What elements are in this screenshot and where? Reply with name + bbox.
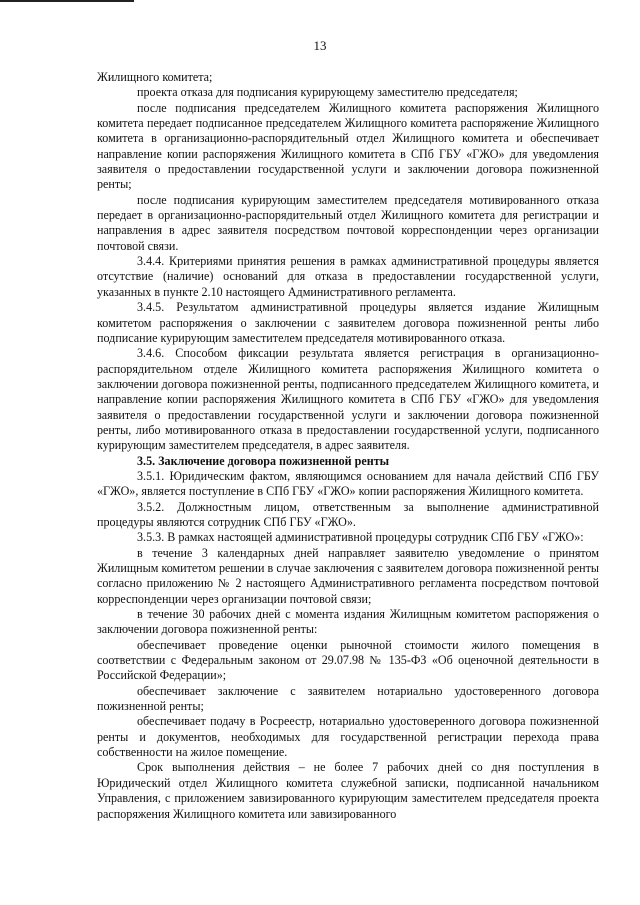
paragraph: Срок выполнения действия – не более 7 рабочих дней со дня поступления в Юридический отдел Жилищного комитета служебной записки, подписанной начальником Управления, с приложением завизированного курирующим заместителем председателя проекта распоряжения Жилищного комитета или завизированного xyxy=(97,760,599,821)
page-number: 13 xyxy=(313,38,327,53)
paragraph: в течение 30 рабочих дней с момента издания Жилищным комитетом распоряжения о заключении договора пожизненной ренты: xyxy=(97,607,599,637)
paragraph: 3.4.4. Критериями принятия решения в рамках административной процедуры является отсутствие (наличие) оснований для отказа в предоставлении государственной услуги, указанных в пункте 2.10 настоящего Административного регламента. xyxy=(97,254,599,299)
paragraph: проекта отказа для подписания курирующему заместителю председателя; xyxy=(137,85,518,100)
paragraph: 3.5.3. В рамках настоящей административной процедуры сотрудник СПб ГБУ «ГЖО»: xyxy=(137,530,584,545)
paragraph: 3.5.2. Должностным лицом, ответственным за выполнение административной процедуры являются сотрудник СПб ГБУ «ГЖО». xyxy=(97,499,599,529)
paragraph: обеспечивает подачу в Росреестр, нотариально удостоверенного договора пожизненной ренты и документов, необходимых для государственной регистрации перехода права собственности на жилое помещение. xyxy=(97,714,599,760)
document-body xyxy=(97,70,599,822)
paragraph: обеспечивает проведение оценки рыночной стоимости жилого помещения в соответствии с Федеральным законом от 29.07.98 № 135-ФЗ «Об оценочной деятельности в Российской Федерации»; xyxy=(97,637,599,683)
paragraph: Жилищного комитета; xyxy=(97,70,213,84)
paragraph: 3.4.6. Способом фиксации результата является регистрация в организационно-распорядительном отделе Жилищного комитета распоряжения Жилищного комитета о заключении договора пожизненной ренты, подписанного председателем Жилищного комитета, и направление копии распоряжения Жилищного комитета в СПб ГБУ «ГЖО» для уведомления заявителя о предоставлении государственной услуги и заключении договора пожизненной ренты, либо мотивированного отказа в предоставлении государственной услуги, подписанного курирующим заместителем председателя, в адрес заявителя. xyxy=(97,346,599,453)
scan-edge-line xyxy=(0,0,134,2)
paragraph: после подписания курирующим заместителем председателя мотивированного отказа передает в организационно-распорядительный отдел Жилищного комитета для регистрации и направления в адрес заявителя посредством почтовой корреспонденции через организации почтовой связи. xyxy=(97,192,599,253)
paragraph: в течение 3 календарных дней направляет заявителю уведомление о принятом Жилищным комитетом решении в случае заключения с заявителем договора пожизненной ренты согласно приложению № 2 настоящего Административного регламента посредством почтовой корреспонденции через организации почтовой связи; xyxy=(97,545,599,606)
paragraph: 3.5.1. Юридическим фактом, являющимся основанием для начала действий СПб ГБУ «ГЖО», является поступление в СПб ГБУ «ГЖО» копии распоряжения Жилищного комитета. xyxy=(97,468,599,499)
section-heading: 3.5. Заключение договора пожизненной ренты xyxy=(137,453,390,468)
paragraph: 3.4.5. Результатом административной процедуры является издание Жилищным комитетом распоряжения о заключении с заявителем договора пожизненной ренты либо подписание курирующим заместителем председателя мотивированного отказа. xyxy=(97,300,599,345)
paragraph: после подписания председателем Жилищного комитета распоряжения Жилищного комитета передает подписанное председателем Жилищного комитета распоряжение Жилищного комитета в организационно-распорядительный отдел Жилищного комитета и обеспечивает направление копии распоряжения Жилищного комитета в СПб ГБУ «ГЖО» для уведомления заявителя о предоставлении государственной услуги и заключении договора пожизненной ренты; xyxy=(97,100,599,192)
paragraph: обеспечивает заключение с заявителем нотариально удостоверенного договора пожизненной ренты; xyxy=(97,683,599,714)
